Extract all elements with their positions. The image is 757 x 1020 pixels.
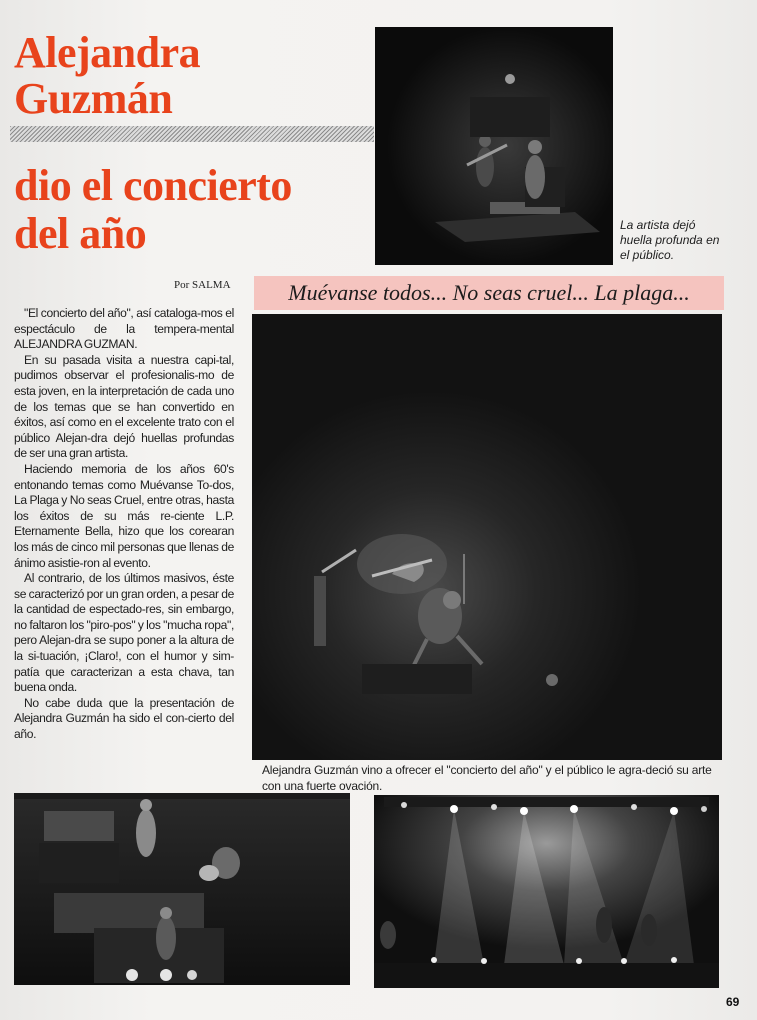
- article-subtitle: [14, 162, 292, 258]
- paragraph: Al contrario, de los últimos masivos, éste se caracterizó por un gran orden, a pesar de la cantidad de espectado-res, sin embargo, no faltaron los "piro-pos" y los "mucha ropa", pero Alejan-dra se supo poner a la altura de la si-tuación, ¡Claro!, con el humor y sim-patía que caracterizan a esta chava, tan buena onda.: [14, 571, 234, 695]
- page-number: 69: [726, 995, 740, 1009]
- song-banner: [254, 276, 724, 310]
- concert-photo-bottom-left: [14, 793, 350, 985]
- concert-photo-bottom-right-image: [374, 795, 719, 988]
- song-banner-text: Muévanse todos... No seas cruel... La plaga...: [288, 280, 690, 305]
- main-photo-caption: Alejandra Guzmán vino a ofrecer el "concierto del año" y el público le agra-deció su arte con una fuerte ovación.: [262, 763, 712, 793]
- article-body: [14, 306, 234, 743]
- paragraph: Haciendo memoria de los años 60's entonando temas como Muévanse To-dos, La Plaga y No seas Cruel, entre otras, hasta los éxitos de su más re-ciente L.P. Eternamente Bella, hizo que los corearan los más de cinco mil personas que llenas de ánimo asistie-ron al evento.: [14, 461, 234, 570]
- byline: Por SALMA: [174, 279, 231, 291]
- subtitle-line-2: del año: [14, 209, 147, 258]
- top-photo-caption: La artista dejó huella profunda en el público.: [620, 218, 720, 262]
- concert-photo-main-image: [252, 314, 722, 760]
- paragraph: En su pasada visita a nuestra capi-tal, pudimos observar el profesionalis-mo de esta joven, en la interpretación de cada uno de los temas que se han convertido en éxitos, así como en el excelente trato con el público Alejan-dra dejó huellas profundas de ser una gran artista.: [14, 352, 234, 461]
- concert-photo-top: [375, 27, 613, 265]
- title-line-1: Alejandra: [14, 28, 201, 77]
- paragraph: "El concierto del año", así cataloga-mos el espectáculo de la tempera-mental ALEJANDRA GUZMAN.: [14, 306, 234, 352]
- article-title: [14, 30, 200, 122]
- title-divider-bar: [10, 126, 374, 142]
- subtitle-line-1: dio el concierto: [14, 161, 292, 210]
- concert-photo-bottom-left-image: [14, 793, 350, 985]
- title-line-2: Guzmán: [14, 74, 173, 123]
- concert-photo-bottom-right: [374, 795, 719, 988]
- concert-photo-main: [252, 314, 722, 760]
- paragraph: No cabe duda que la presentación de Alejandra Guzmán ha sido el con-cierto del año.: [14, 695, 234, 742]
- concert-photo-top-image: [375, 27, 613, 265]
